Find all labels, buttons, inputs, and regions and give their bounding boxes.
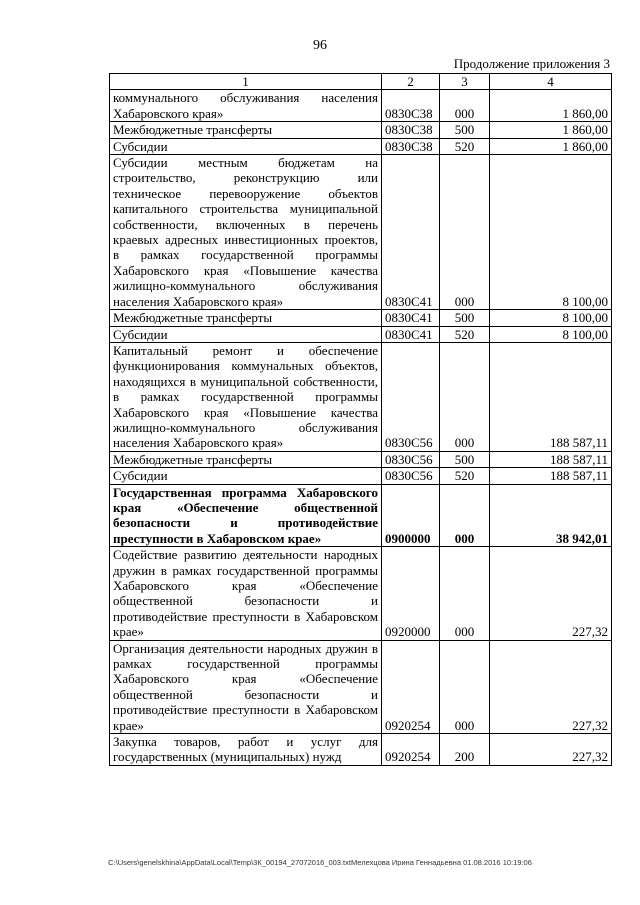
table-row xyxy=(110,342,612,451)
row-code-cell: 0920254 xyxy=(382,640,440,733)
table-row xyxy=(110,468,612,484)
row-type-cell: 500 xyxy=(440,451,490,467)
row-code-cell: 0830С41 xyxy=(382,155,440,310)
row-name-cell: Субсидии xyxy=(110,468,382,484)
table-row xyxy=(110,122,612,138)
row-amount-cell: 8 100,00 xyxy=(490,326,612,342)
row-type-cell: 520 xyxy=(440,138,490,154)
row-amount-cell: 227,32 xyxy=(490,734,612,766)
row-name-cell: Субсидии xyxy=(110,138,382,154)
row-amount-cell: 1 860,00 xyxy=(490,90,612,122)
table-row xyxy=(110,484,612,547)
row-type-cell: 000 xyxy=(440,155,490,310)
row-type-cell: 520 xyxy=(440,326,490,342)
row-code-cell: 0830С38 xyxy=(382,122,440,138)
column-header-2: 2 xyxy=(382,74,440,90)
row-amount-cell: 38 942,01 xyxy=(490,484,612,547)
row-type-cell: 500 xyxy=(440,310,490,326)
row-amount-cell: 188 587,11 xyxy=(490,342,612,451)
row-name-cell: Содействие развитию деятельности народных дружин в рамках государственной программы Хабаровского края «Обеспечение общественной безопасности и противодействие преступности в Хабаровском крае» xyxy=(110,547,382,640)
row-amount-cell: 1 860,00 xyxy=(490,122,612,138)
row-type-cell: 500 xyxy=(440,122,490,138)
column-header-1: 1 xyxy=(110,74,382,90)
row-amount-cell: 188 587,11 xyxy=(490,468,612,484)
table-row xyxy=(110,138,612,154)
table-row xyxy=(110,90,612,122)
row-name-cell: Межбюджетные трансферты xyxy=(110,451,382,467)
row-name-cell: Межбюджетные трансферты xyxy=(110,122,382,138)
row-name-cell: Организация деятельности народных дружин в рамках государственной программы Хабаровского края «Обеспечение общественной безопасности и противодействие преступности в Хабаровском крае» xyxy=(110,640,382,733)
row-code-cell: 0830С38 xyxy=(382,90,440,122)
row-amount-cell: 8 100,00 xyxy=(490,310,612,326)
budget-table xyxy=(109,73,612,766)
table-row xyxy=(110,326,612,342)
table-row xyxy=(110,547,612,640)
row-name-cell: коммунального обслуживания населения Хабаровского края» xyxy=(110,90,382,122)
table-row xyxy=(110,640,612,733)
table-row xyxy=(110,310,612,326)
row-code-cell: 0830С38 xyxy=(382,138,440,154)
row-type-cell: 000 xyxy=(440,547,490,640)
row-code-cell: 0830С56 xyxy=(382,468,440,484)
row-code-cell: 0830С41 xyxy=(382,326,440,342)
column-header-4: 4 xyxy=(490,74,612,90)
row-amount-cell: 227,32 xyxy=(490,640,612,733)
table-row xyxy=(110,155,612,310)
table-header-row xyxy=(110,74,612,90)
row-type-cell: 000 xyxy=(440,342,490,451)
table-row xyxy=(110,451,612,467)
row-type-cell: 200 xyxy=(440,734,490,766)
table-row xyxy=(110,734,612,766)
row-name-cell: Субсидии местным бюджетам на строительство, реконструкцию или техническое перевооружение объектов капитального строительства муниципальной собственности, включенных в перечень краевых адресных инвестиционных проектов, в рамках государственной программы Хабаровского края «Повышение качества жилищно-коммунального обслуживания населения Хабаровского края» xyxy=(110,155,382,310)
row-type-cell: 000 xyxy=(440,90,490,122)
row-type-cell: 000 xyxy=(440,484,490,547)
row-name-cell: Закупка товаров, работ и услуг для государственных (муниципальных) нужд xyxy=(110,734,382,766)
row-amount-cell: 8 100,00 xyxy=(490,155,612,310)
appendix-continuation-note: Продолжение приложения 3 xyxy=(453,56,610,71)
row-amount-cell: 227,32 xyxy=(490,547,612,640)
row-name-cell: Государственная программа Хабаровского края «Обеспечение общественной безопасности и противодействие преступности в Хабаровском крае» xyxy=(110,484,382,547)
row-code-cell: 0830С56 xyxy=(382,342,440,451)
row-amount-cell: 188 587,11 xyxy=(490,451,612,467)
row-amount-cell: 1 860,00 xyxy=(490,138,612,154)
row-name-cell: Капитальный ремонт и обеспечение функционирования коммунальных объектов, находящихся в муниципальной собственности, в рамках государственной программы Хабаровского края «Повышение качества жилищно-коммунального обслуживания населения Хабаровского края» xyxy=(110,342,382,451)
row-code-cell: 0830С41 xyxy=(382,310,440,326)
row-code-cell: 0830С56 xyxy=(382,451,440,467)
row-type-cell: 000 xyxy=(440,640,490,733)
row-code-cell: 0920000 xyxy=(382,547,440,640)
row-code-cell: 0900000 xyxy=(382,484,440,547)
page-number: 96 xyxy=(313,38,327,53)
file-path-footer: C:\Users\genelskhina\AppData\Local\Temp\3К_00194_27072016_003.txtМелехцова Ирина Геннадьевна 01.08.2016 10:19:06 xyxy=(108,858,532,867)
row-name-cell: Субсидии xyxy=(110,326,382,342)
row-code-cell: 0920254 xyxy=(382,734,440,766)
column-header-3: 3 xyxy=(440,74,490,90)
row-type-cell: 520 xyxy=(440,468,490,484)
row-name-cell: Межбюджетные трансферты xyxy=(110,310,382,326)
